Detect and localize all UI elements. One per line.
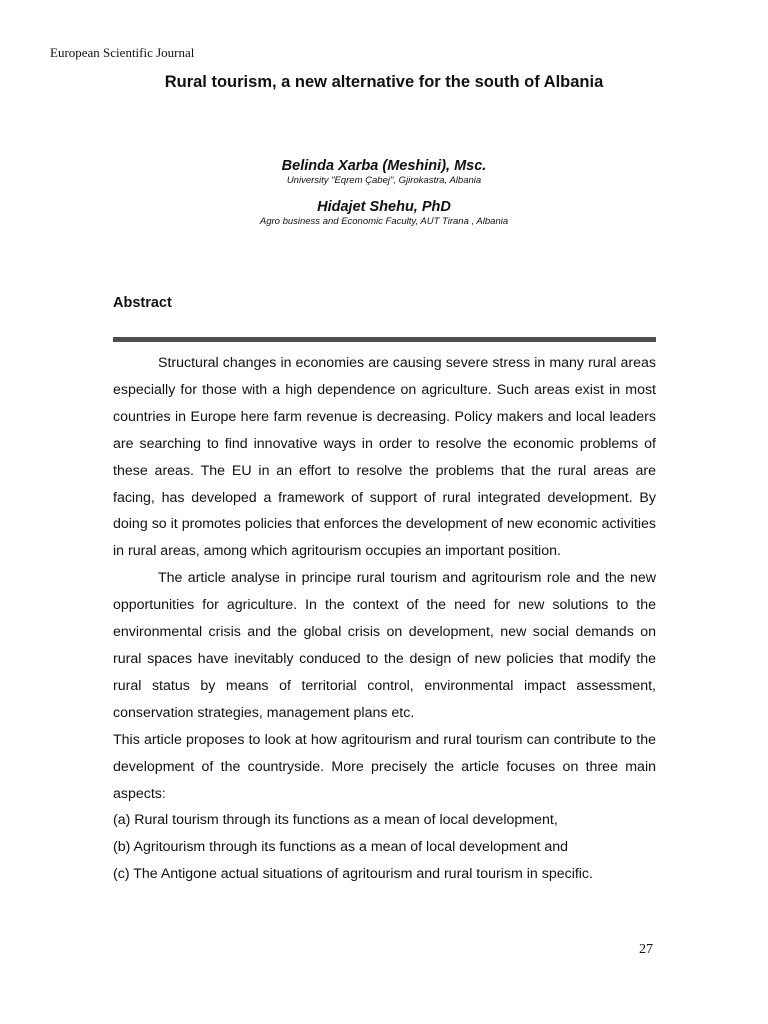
section-divider	[113, 337, 656, 342]
abstract-list-item: (c) The Antigone actual situations of agritourism and rural tourism in specific.	[113, 866, 593, 883]
abstract-body	[113, 350, 656, 888]
author-name: Belinda Xarba (Meshini), Msc.	[281, 158, 487, 174]
author-block-2	[0, 198, 768, 228]
paper-title: Rural tourism, a new alternative for the south of Albania	[164, 73, 604, 91]
abstract-heading: Abstract	[113, 295, 172, 311]
author-block-1	[0, 157, 768, 187]
abstract-paragraph: Structural changes in economies are causing severe stress in many rural areas especially for those with a high dependence on agriculture. Such areas exist in most countries in Europe here farm revenue is decreasing. Policy makers and local leaders are searching to find innovative ways in order to resolve the economic problems of these areas. The EU in an effort to resolve the problems that the rural areas are facing, has developed a framework of support of rural integrated development. By doing so it promotes policies that enforces the development of new economic activities in rural areas, among which agritourism occupies an important position.	[113, 355, 656, 560]
abstract-list-item: (a) Rural tourism through its functions as a mean of local development,	[113, 812, 558, 829]
abstract-list-item: (b) Agritourism through its functions as a mean of local development and	[113, 839, 569, 856]
journal-name: European Scientific Journal	[50, 45, 195, 60]
author-affiliation: Agro business and Economic Faculty, AUT Tirana , Albania	[259, 216, 509, 227]
abstract-paragraph: This article proposes to look at how agritourism and rural tourism can contribute to the development of the countryside. More precisely the article focuses on three main aspects:	[113, 731, 656, 802]
abstract-paragraph: The article analyse in principe rural tourism and agritourism role and the new opportunities for agriculture. In the context of the need for new solutions to the environmental crisis and the global crisis on development, new social demands on rural spaces have inevitably conduced to the design of new policies that modify the rural status by means of territorial control, environmental impact assessment, conservation strategies, management plans etc.	[113, 570, 656, 721]
page-number: 27	[639, 942, 653, 957]
author-affiliation: University "Eqrem Çabej", Gjirokastra, Albania	[286, 175, 482, 186]
author-name: Hidajet Shehu, PhD	[317, 199, 451, 215]
